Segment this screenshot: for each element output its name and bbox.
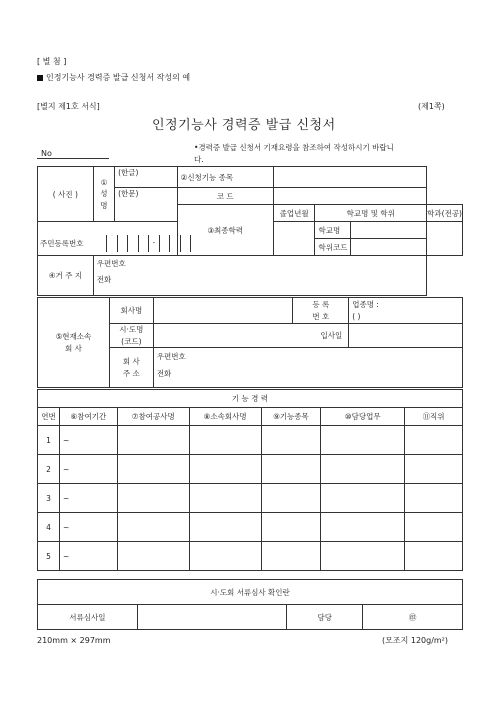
attachment-label: [ 별 첨 ] <box>37 57 67 66</box>
page-marker: (제1쪽) <box>418 102 445 111</box>
duty-field[interactable] <box>321 484 405 513</box>
form-number: [별지 제1호 서식] <box>37 102 100 111</box>
row-number: 3 <box>38 484 60 513</box>
skill-field[interactable] <box>261 513 321 542</box>
table-row <box>38 455 463 484</box>
name-label: ① 성 명 <box>93 167 114 222</box>
photo-box: ( 사진 ) <box>38 167 94 222</box>
row-number: 4 <box>38 513 60 542</box>
seal-mark: ㊞ <box>363 605 463 630</box>
company-field[interactable] <box>189 513 261 542</box>
hire-date-field[interactable] <box>349 324 463 348</box>
row-number: 1 <box>38 426 60 455</box>
position-field[interactable] <box>405 455 463 484</box>
table-row <box>38 542 463 571</box>
duty-field[interactable] <box>321 513 405 542</box>
current-company-label: ⑤현재소속 회 사 <box>38 298 110 388</box>
korean-name-field[interactable]: (한글) <box>115 167 177 188</box>
review-date-field[interactable] <box>137 605 287 630</box>
review-title: 시·도회 서류심사 확인란 <box>38 580 463 605</box>
company-field[interactable] <box>189 484 261 513</box>
project-field[interactable] <box>117 426 189 455</box>
project-field[interactable] <box>117 484 189 513</box>
personal-info-table <box>37 166 463 296</box>
period-field[interactable]: ~ <box>59 513 117 542</box>
company-field[interactable] <box>189 426 261 455</box>
no-underline <box>37 158 109 159</box>
hire-date-label: 입사일 <box>293 324 349 348</box>
company-table <box>37 297 463 388</box>
skill-field[interactable] <box>261 426 321 455</box>
table-row <box>38 484 463 513</box>
duty-field[interactable] <box>321 426 405 455</box>
form-title: 인정기능사 경력증 발급 신청서 <box>152 118 336 133</box>
skill-type-field[interactable] <box>273 167 426 188</box>
school-degree-header: 학교명 및 학위 <box>315 205 427 222</box>
company-field[interactable] <box>189 455 261 484</box>
registration-label: 등 록 번 호 <box>293 298 349 324</box>
school-name-label: 학교명 <box>315 222 351 239</box>
company-address-field[interactable]: 우편번호 전화 <box>153 348 462 388</box>
career-table <box>37 389 463 571</box>
grad-year-field[interactable] <box>273 222 315 256</box>
degree-code-label: 학위코드 <box>315 239 351 256</box>
period-field[interactable]: ~ <box>59 542 117 571</box>
col-position: ⑪직위 <box>405 408 463 426</box>
position-field[interactable] <box>405 484 463 513</box>
city-label: 시·도명 (코드) <box>109 324 153 348</box>
education-label: ③최종학력 <box>177 205 273 256</box>
col-company: ⑧소속회사명 <box>189 408 261 426</box>
school-name-field[interactable] <box>351 222 427 239</box>
col-project: ⑦참여공사명 <box>117 408 189 426</box>
project-field[interactable] <box>117 455 189 484</box>
career-header-row <box>38 408 463 426</box>
example-title: 인정기능사 경력증 발급 신청서 작성의 예 <box>46 73 191 82</box>
table-row <box>38 513 463 542</box>
degree-code-field[interactable] <box>351 239 427 256</box>
company-address-label: 회 사 주 소 <box>109 348 153 388</box>
company-field[interactable] <box>189 542 261 571</box>
skill-field[interactable] <box>261 455 321 484</box>
duty-field[interactable] <box>321 542 405 571</box>
address-field[interactable]: 우편번호 전화 <box>93 256 426 296</box>
address-label: ④거 주 지 <box>38 256 94 296</box>
position-field[interactable] <box>405 426 463 455</box>
hanja-name-field[interactable]: (한문) <box>115 188 177 222</box>
skill-field[interactable] <box>261 542 321 571</box>
city-field[interactable] <box>153 324 293 348</box>
no-label: No <box>41 149 52 158</box>
business-type-field[interactable]: 업종명 : ( ) <box>349 298 463 324</box>
row-number: 2 <box>38 455 60 484</box>
period-field[interactable]: ~ <box>59 426 117 455</box>
skill-field[interactable] <box>261 484 321 513</box>
col-no: 연번 <box>38 408 60 426</box>
review-date-label: 서류심사일 <box>38 605 138 630</box>
company-name-label: 회사명 <box>109 298 153 324</box>
paper-weight: (모조지 120g/m²) <box>382 636 449 645</box>
skill-type-label: ②신청기능 종목 <box>177 167 273 188</box>
position-field[interactable] <box>405 542 463 571</box>
company-name-field[interactable] <box>153 298 293 324</box>
row-number: 5 <box>38 542 60 571</box>
col-period: ⑥참여기간 <box>59 408 117 426</box>
code-field[interactable] <box>273 188 426 205</box>
position-field[interactable] <box>405 513 463 542</box>
review-person-label: 담당 <box>287 605 363 630</box>
period-field[interactable]: ~ <box>59 484 117 513</box>
square-bullet-icon <box>37 75 43 81</box>
table-row <box>38 426 463 455</box>
col-skill: ⑨기능종목 <box>261 408 321 426</box>
code-label: 코 드 <box>177 188 273 205</box>
dept-field[interactable] <box>427 222 463 256</box>
example-heading <box>37 74 190 82</box>
resident-id-label: 주민등록번호 <box>40 239 84 248</box>
grad-year-header: 졸업년월 <box>273 205 315 222</box>
career-title: 기 능 경 력 <box>38 390 463 408</box>
project-field[interactable] <box>117 513 189 542</box>
paper-size: 210mm × 297mm <box>37 636 111 645</box>
period-field[interactable]: ~ <box>59 455 117 484</box>
dept-header: 학과(전공) <box>427 205 463 222</box>
project-field[interactable] <box>117 542 189 571</box>
resident-id-grid <box>97 235 191 252</box>
col-duty: ⑩담당업무 <box>321 408 405 426</box>
resident-id-dash: - <box>152 239 156 247</box>
review-table <box>37 579 463 630</box>
note-line1: •경력증 발급 신청서 기재요령을 참조하여 작성하시기 바랍니 <box>194 143 394 152</box>
note-line2: 다. <box>194 155 204 164</box>
duty-field[interactable] <box>321 455 405 484</box>
